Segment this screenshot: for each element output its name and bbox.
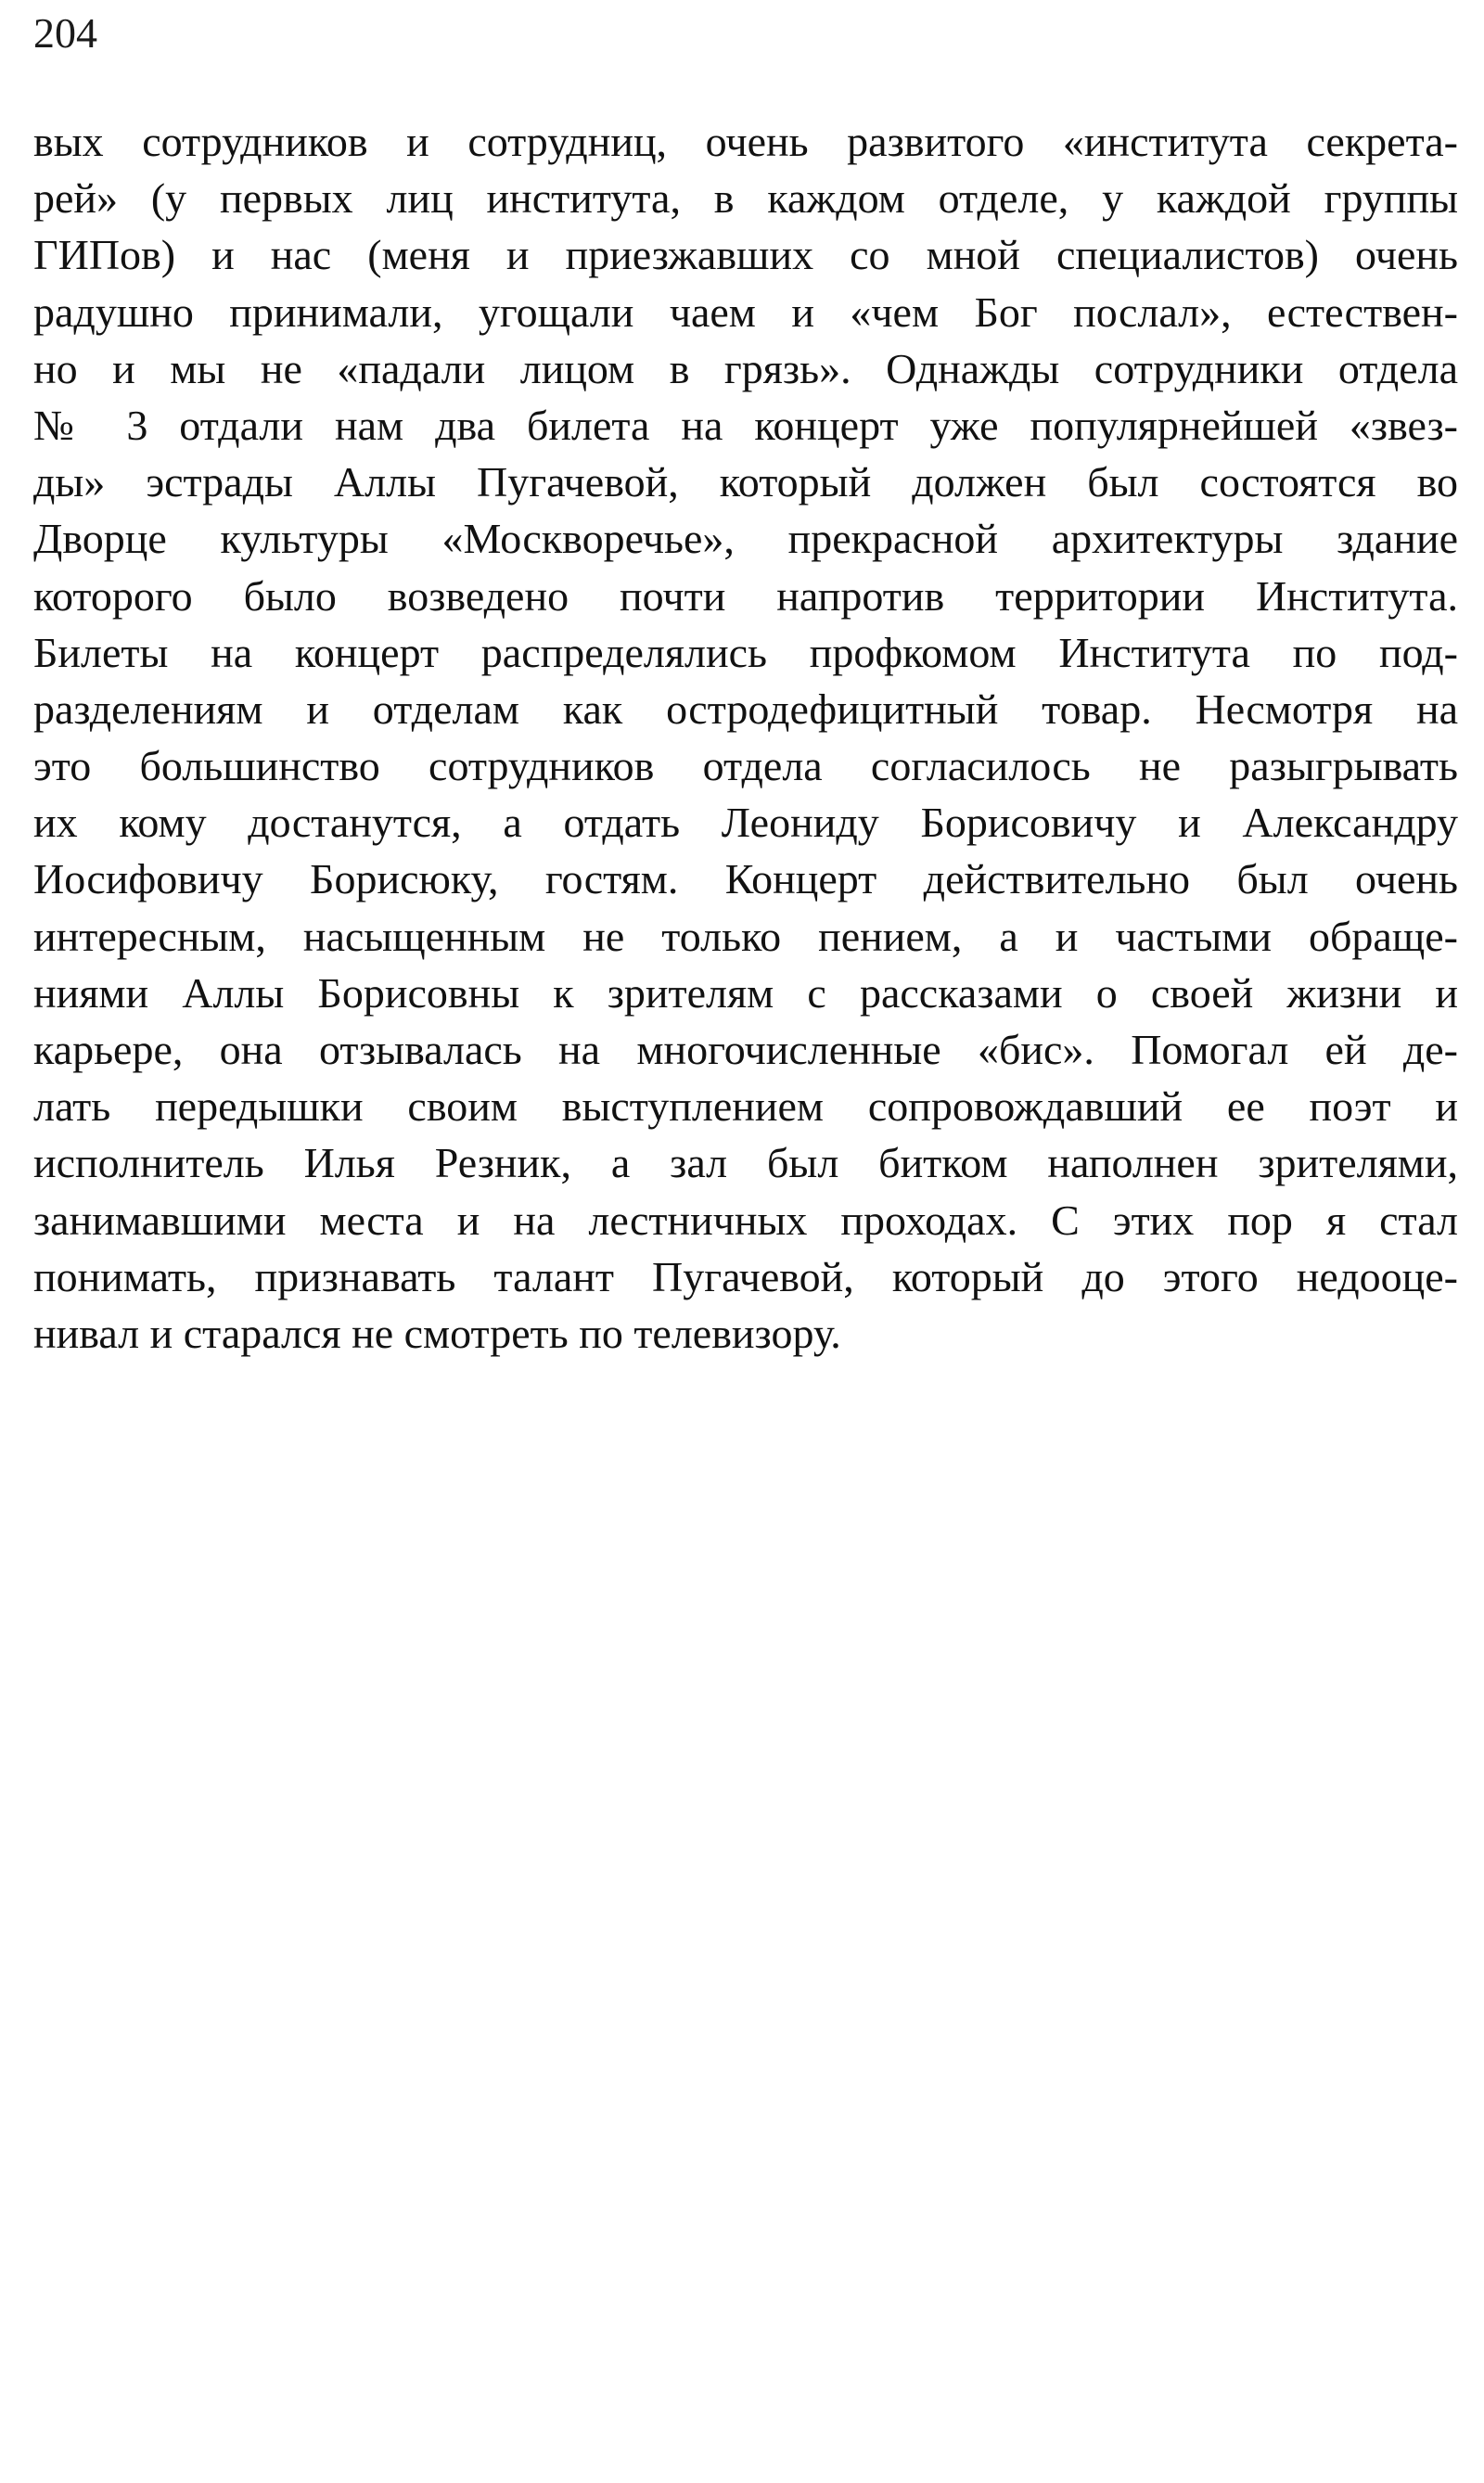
- text-line: занимавшими места и на лестничных проходах. С этих пор я стал: [33, 1196, 1458, 1244]
- text-line: лать передышки своим выступлением сопровождавший ее поэт и: [33, 1082, 1458, 1131]
- text-line: Иосифовичу Борисюку, гостям. Концерт действительно был очень: [33, 855, 1458, 903]
- body-text: [33, 113, 1458, 1362]
- text-line-last: нивал и старался не смотреть по телевизору.: [33, 1309, 841, 1357]
- text-line: ды» эстрады Аллы Пугачевой, который должен был состоятся во: [33, 458, 1458, 506]
- text-line: но и мы не «падали лицом в грязь». Однажды сотрудники отдела: [33, 344, 1458, 392]
- text-line: вых сотрудников и сотрудниц, очень развитого «института секрета-: [33, 118, 1458, 165]
- text-line: разделениям и отделам как остродефицитный товар. Несмотря на: [33, 685, 1458, 733]
- text-line: их кому достанутся, а отдать Леониду Борисовичу и Александру: [33, 799, 1458, 847]
- text-line: радушно принимали, угощали чаем и «чем Бог послал», естествен-: [33, 288, 1458, 336]
- text-line: интересным, насыщенным не только пением, а и частыми обраще-: [33, 912, 1458, 960]
- text-line: ГИПов) и нас (меня и приезжавших со мной специалистов) очень: [33, 231, 1458, 279]
- text-line: исполнитель Илья Резник, а зал был битком наполнен зрителями,: [33, 1139, 1458, 1187]
- text-line: карьере, она отзывалась на многочисленные «бис». Помогал ей де-: [33, 1026, 1458, 1073]
- text-line: № 3 отдали нам два билета на концерт уже популярнейшей «звез-: [33, 401, 1458, 449]
- text-line: понимать, признавать талант Пугачевой, который до этого недооце-: [33, 1252, 1458, 1300]
- text-line: рей» (у первых лиц института, в каждом отделе, у каждой группы: [33, 174, 1458, 223]
- text-line: ниями Аллы Борисовны к зрителям с рассказами о своей жизни и: [33, 968, 1458, 1017]
- page-number: 204: [33, 9, 97, 57]
- text-line: которого было возведено почти напротив территории Института.: [33, 571, 1458, 620]
- text-line: Билеты на концерт распределялись профкомом Института по под-: [33, 628, 1458, 676]
- text-line: это большинство сотрудников отдела согласилось не разыгрывать: [33, 742, 1458, 790]
- text-line: Дворце культуры «Москворечье», прекрасной архитектуры здание: [33, 515, 1458, 563]
